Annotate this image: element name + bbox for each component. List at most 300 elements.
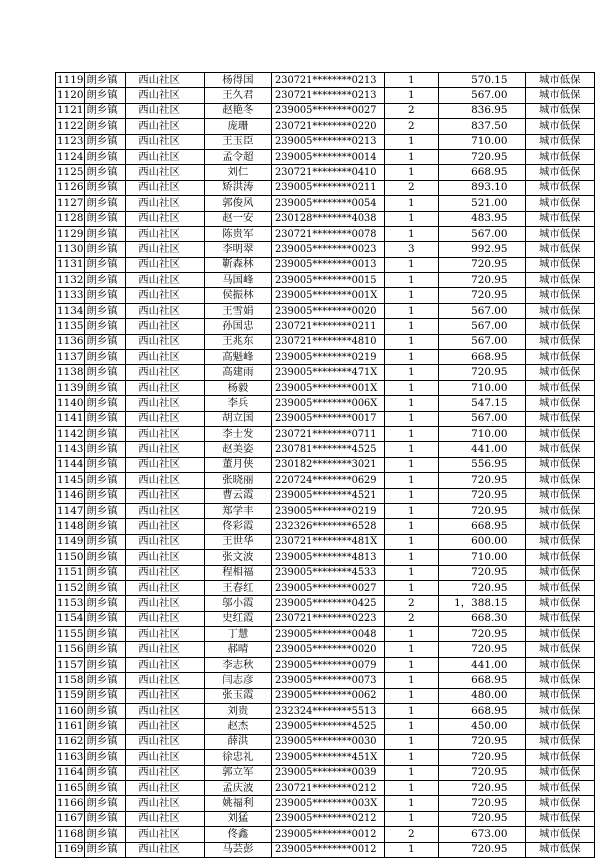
assistance-type-cell: 城市低保 (525, 196, 594, 211)
amount-cell: 567.00 (438, 226, 525, 241)
household-count-cell: 2 (384, 596, 438, 611)
town-cell: 朗乡镇 (85, 350, 126, 365)
amount-cell: 441.00 (438, 657, 525, 672)
assistance-type-cell: 城市低保 (525, 719, 594, 734)
row-number-cell: 1135 (56, 319, 85, 334)
relief-roster-table (55, 72, 595, 858)
town-cell: 朗乡镇 (85, 149, 126, 164)
community-cell: 西山社区 (126, 488, 204, 503)
community-cell: 西山社区 (126, 165, 204, 180)
amount-cell: 720.95 (438, 627, 525, 642)
name-cell: 李明翠 (204, 242, 271, 257)
household-count-cell: 1 (384, 519, 438, 534)
household-count-cell: 1 (384, 380, 438, 395)
name-cell: 杨毅 (204, 380, 271, 395)
town-cell: 朗乡镇 (85, 688, 126, 703)
community-cell: 西山社区 (126, 811, 204, 826)
id-number-cell: 230128********4038 (272, 211, 385, 226)
town-cell: 朗乡镇 (85, 119, 126, 134)
amount-cell: 710.00 (438, 426, 525, 441)
assistance-type-cell: 城市低保 (525, 303, 594, 318)
household-count-cell: 2 (384, 103, 438, 118)
town-cell: 朗乡镇 (85, 257, 126, 272)
amount-cell: 668.95 (438, 673, 525, 688)
town-cell: 朗乡镇 (85, 611, 126, 626)
assistance-type-cell: 城市低保 (525, 519, 594, 534)
table-row (56, 704, 595, 719)
table-row (56, 688, 595, 703)
id-number-cell: 239005********0012 (272, 827, 385, 842)
assistance-type-cell: 城市低保 (525, 642, 594, 657)
community-cell: 西山社区 (126, 750, 204, 765)
row-number-cell: 1142 (56, 426, 85, 441)
assistance-type-cell: 城市低保 (525, 134, 594, 149)
community-cell: 西山社区 (126, 350, 204, 365)
row-number-cell: 1140 (56, 396, 85, 411)
town-cell: 朗乡镇 (85, 334, 126, 349)
table-row (56, 211, 595, 226)
assistance-type-cell: 城市低保 (525, 88, 594, 103)
household-count-cell: 1 (384, 473, 438, 488)
table-row (56, 165, 595, 180)
household-count-cell: 2 (384, 119, 438, 134)
community-cell: 西山社区 (126, 796, 204, 811)
amount-cell: 441.00 (438, 442, 525, 457)
assistance-type-cell: 城市低保 (525, 796, 594, 811)
community-cell: 西山社区 (126, 180, 204, 195)
community-cell: 西山社区 (126, 226, 204, 241)
amount-cell: 450.00 (438, 719, 525, 734)
table-row (56, 396, 595, 411)
row-number-cell: 1121 (56, 103, 85, 118)
household-count-cell: 1 (384, 442, 438, 457)
assistance-type-cell: 城市低保 (525, 242, 594, 257)
row-number-cell: 1146 (56, 488, 85, 503)
row-number-cell: 1169 (56, 842, 85, 857)
id-number-cell: 239005********0020 (272, 642, 385, 657)
row-number-cell: 1145 (56, 473, 85, 488)
row-number-cell: 1151 (56, 565, 85, 580)
id-number-cell: 230721********481X (272, 534, 385, 549)
name-cell: 刘贵 (204, 704, 271, 719)
town-cell: 朗乡镇 (85, 488, 126, 503)
row-number-cell: 1130 (56, 242, 85, 257)
id-number-cell: 239005********4813 (272, 550, 385, 565)
town-cell: 朗乡镇 (85, 657, 126, 672)
assistance-type-cell: 城市低保 (525, 534, 594, 549)
community-cell: 西山社区 (126, 765, 204, 780)
household-count-cell: 1 (384, 165, 438, 180)
table-row (56, 88, 595, 103)
assistance-type-cell: 城市低保 (525, 750, 594, 765)
assistance-type-cell: 城市低保 (525, 149, 594, 164)
id-number-cell: 230182********3021 (272, 457, 385, 472)
town-cell: 朗乡镇 (85, 734, 126, 749)
id-number-cell: 239005********4525 (272, 719, 385, 734)
community-cell: 西山社区 (126, 442, 204, 457)
amount-cell: 668.95 (438, 704, 525, 719)
row-number-cell: 1147 (56, 503, 85, 518)
row-number-cell: 1168 (56, 827, 85, 842)
amount-cell: 720.95 (438, 565, 525, 580)
name-cell: 刘猛 (204, 811, 271, 826)
id-number-cell: 230721********0211 (272, 319, 385, 334)
id-number-cell: 230721********0213 (272, 73, 385, 88)
id-number-cell: 239005********0079 (272, 657, 385, 672)
household-count-cell: 1 (384, 704, 438, 719)
table-row (56, 657, 595, 672)
row-number-cell: 1123 (56, 134, 85, 149)
row-number-cell: 1126 (56, 180, 85, 195)
table-row (56, 796, 595, 811)
table-row (56, 380, 595, 395)
row-number-cell: 1120 (56, 88, 85, 103)
household-count-cell: 1 (384, 765, 438, 780)
table-row (56, 319, 595, 334)
assistance-type-cell: 城市低保 (525, 257, 594, 272)
name-cell: 郑学丰 (204, 503, 271, 518)
assistance-type-cell: 城市低保 (525, 334, 594, 349)
amount-cell: 720.95 (438, 288, 525, 303)
amount-cell: 720.95 (438, 365, 525, 380)
id-number-cell: 239005********0219 (272, 503, 385, 518)
assistance-type-cell: 城市低保 (525, 704, 594, 719)
table-row (56, 550, 595, 565)
name-cell: 徐忠礼 (204, 750, 271, 765)
community-cell: 西山社区 (126, 426, 204, 441)
id-number-cell: 239005********001X (272, 288, 385, 303)
row-number-cell: 1128 (56, 211, 85, 226)
assistance-type-cell: 城市低保 (525, 319, 594, 334)
amount-cell: 567.00 (438, 88, 525, 103)
community-cell: 西山社区 (126, 380, 204, 395)
row-number-cell: 1148 (56, 519, 85, 534)
row-number-cell: 1163 (56, 750, 85, 765)
town-cell: 朗乡镇 (85, 457, 126, 472)
assistance-type-cell: 城市低保 (525, 657, 594, 672)
town-cell: 朗乡镇 (85, 534, 126, 549)
household-count-cell: 1 (384, 642, 438, 657)
id-number-cell: 239005********0048 (272, 627, 385, 642)
community-cell: 西山社区 (126, 396, 204, 411)
household-count-cell: 2 (384, 827, 438, 842)
assistance-type-cell: 城市低保 (525, 611, 594, 626)
name-cell: 邬小霞 (204, 596, 271, 611)
table-row (56, 149, 595, 164)
name-cell: 郭俊风 (204, 196, 271, 211)
row-number-cell: 1160 (56, 704, 85, 719)
row-number-cell: 1152 (56, 580, 85, 595)
assistance-type-cell: 城市低保 (525, 442, 594, 457)
id-number-cell: 239005********001X (272, 380, 385, 395)
household-count-cell: 1 (384, 534, 438, 549)
assistance-type-cell: 城市低保 (525, 596, 594, 611)
household-count-cell: 1 (384, 673, 438, 688)
name-cell: 刘仁 (204, 165, 271, 180)
name-cell: 孟庆波 (204, 780, 271, 795)
town-cell: 朗乡镇 (85, 780, 126, 795)
amount-cell: 483.95 (438, 211, 525, 226)
town-cell: 朗乡镇 (85, 842, 126, 857)
town-cell: 朗乡镇 (85, 642, 126, 657)
id-number-cell: 239005********0030 (272, 734, 385, 749)
amount-cell: 720.95 (438, 842, 525, 857)
assistance-type-cell: 城市低保 (525, 580, 594, 595)
table-row (56, 827, 595, 842)
amount-cell: 668.95 (438, 350, 525, 365)
amount-cell: 720.95 (438, 473, 525, 488)
table-row (56, 811, 595, 826)
community-cell: 西山社区 (126, 673, 204, 688)
amount-cell: 720.95 (438, 580, 525, 595)
community-cell: 西山社区 (126, 134, 204, 149)
assistance-type-cell: 城市低保 (525, 411, 594, 426)
name-cell: 赵艳冬 (204, 103, 271, 118)
table-row (56, 119, 595, 134)
id-number-cell: 239005********0014 (272, 149, 385, 164)
table-row (56, 488, 595, 503)
town-cell: 朗乡镇 (85, 226, 126, 241)
name-cell: 曹云霞 (204, 488, 271, 503)
assistance-type-cell: 城市低保 (525, 473, 594, 488)
assistance-type-cell: 城市低保 (525, 627, 594, 642)
amount-cell: 720.95 (438, 149, 525, 164)
assistance-type-cell: 城市低保 (525, 734, 594, 749)
amount-cell: 570.15 (438, 73, 525, 88)
household-count-cell: 1 (384, 780, 438, 795)
town-cell: 朗乡镇 (85, 411, 126, 426)
table-row (56, 134, 595, 149)
household-count-cell: 1 (384, 796, 438, 811)
community-cell: 西山社区 (126, 688, 204, 703)
row-number-cell: 1141 (56, 411, 85, 426)
row-number-cell: 1153 (56, 596, 85, 611)
community-cell: 西山社区 (126, 365, 204, 380)
amount-cell: 710.00 (438, 380, 525, 395)
assistance-type-cell: 城市低保 (525, 457, 594, 472)
amount-cell: 720.95 (438, 257, 525, 272)
assistance-type-cell: 城市低保 (525, 273, 594, 288)
table-row (56, 426, 595, 441)
amount-cell: 668.30 (438, 611, 525, 626)
name-cell: 赵一安 (204, 211, 271, 226)
row-number-cell: 1149 (56, 534, 85, 549)
assistance-type-cell: 城市低保 (525, 103, 594, 118)
town-cell: 朗乡镇 (85, 273, 126, 288)
name-cell: 佟彩霞 (204, 519, 271, 534)
community-cell: 西山社区 (126, 457, 204, 472)
town-cell: 朗乡镇 (85, 550, 126, 565)
household-count-cell: 1 (384, 688, 438, 703)
town-cell: 朗乡镇 (85, 473, 126, 488)
assistance-type-cell: 城市低保 (525, 365, 594, 380)
household-count-cell: 3 (384, 242, 438, 257)
id-number-cell: 239005********0213 (272, 134, 385, 149)
household-count-cell: 1 (384, 457, 438, 472)
table-row (56, 750, 595, 765)
amount-cell: 837.50 (438, 119, 525, 134)
town-cell: 朗乡镇 (85, 503, 126, 518)
row-number-cell: 1134 (56, 303, 85, 318)
table-row (56, 765, 595, 780)
row-number-cell: 1124 (56, 149, 85, 164)
community-cell: 西山社区 (126, 242, 204, 257)
town-cell: 朗乡镇 (85, 673, 126, 688)
name-cell: 王世华 (204, 534, 271, 549)
amount-cell: 600.00 (438, 534, 525, 549)
name-cell: 王兆东 (204, 334, 271, 349)
table-row (56, 365, 595, 380)
name-cell: 王玉臣 (204, 134, 271, 149)
household-count-cell: 1 (384, 149, 438, 164)
assistance-type-cell: 城市低保 (525, 780, 594, 795)
row-number-cell: 1139 (56, 380, 85, 395)
row-number-cell: 1132 (56, 273, 85, 288)
town-cell: 朗乡镇 (85, 242, 126, 257)
row-number-cell: 1159 (56, 688, 85, 703)
name-cell: 闫志彦 (204, 673, 271, 688)
amount-cell: 567.00 (438, 303, 525, 318)
name-cell: 矫洪涛 (204, 180, 271, 195)
household-count-cell: 1 (384, 488, 438, 503)
name-cell: 程相福 (204, 565, 271, 580)
assistance-type-cell: 城市低保 (525, 673, 594, 688)
table-row (56, 103, 595, 118)
table-row (56, 565, 595, 580)
row-number-cell: 1137 (56, 350, 85, 365)
row-number-cell: 1122 (56, 119, 85, 134)
name-cell: 靳森林 (204, 257, 271, 272)
town-cell: 朗乡镇 (85, 811, 126, 826)
id-number-cell: 239005********0017 (272, 411, 385, 426)
community-cell: 西山社区 (126, 473, 204, 488)
household-count-cell: 1 (384, 303, 438, 318)
name-cell: 马芸彭 (204, 842, 271, 857)
table-row (56, 226, 595, 241)
assistance-type-cell: 城市低保 (525, 688, 594, 703)
household-count-cell: 1 (384, 334, 438, 349)
row-number-cell: 1158 (56, 673, 85, 688)
town-cell: 朗乡镇 (85, 796, 126, 811)
name-cell: 姚福利 (204, 796, 271, 811)
town-cell: 朗乡镇 (85, 73, 126, 88)
amount-cell: 673.00 (438, 827, 525, 842)
table-row (56, 642, 595, 657)
name-cell: 李兵 (204, 396, 271, 411)
table-row (56, 411, 595, 426)
row-number-cell: 1162 (56, 734, 85, 749)
id-number-cell: 230721********0711 (272, 426, 385, 441)
assistance-type-cell: 城市低保 (525, 565, 594, 580)
table-row (56, 288, 595, 303)
id-number-cell: 239005********0212 (272, 811, 385, 826)
community-cell: 西山社区 (126, 288, 204, 303)
name-cell: 李志秋 (204, 657, 271, 672)
household-count-cell: 1 (384, 411, 438, 426)
community-cell: 西山社区 (126, 534, 204, 549)
table-row (56, 73, 595, 88)
amount-cell: 720.95 (438, 765, 525, 780)
assistance-type-cell: 城市低保 (525, 550, 594, 565)
community-cell: 西山社区 (126, 303, 204, 318)
id-number-cell: 239005********0425 (272, 596, 385, 611)
town-cell: 朗乡镇 (85, 519, 126, 534)
household-count-cell: 2 (384, 611, 438, 626)
amount-cell: 720.95 (438, 273, 525, 288)
town-cell: 朗乡镇 (85, 365, 126, 380)
household-count-cell: 1 (384, 811, 438, 826)
table-row (56, 503, 595, 518)
name-cell: 张玉霞 (204, 688, 271, 703)
amount-cell: 556.95 (438, 457, 525, 472)
town-cell: 朗乡镇 (85, 180, 126, 195)
amount-cell: 668.95 (438, 165, 525, 180)
household-count-cell: 1 (384, 211, 438, 226)
household-count-cell: 1 (384, 257, 438, 272)
amount-cell: 720.95 (438, 488, 525, 503)
name-cell: 李士发 (204, 426, 271, 441)
name-cell: 胡立国 (204, 411, 271, 426)
id-number-cell: 230721********0213 (272, 88, 385, 103)
amount-cell: 893.10 (438, 180, 525, 195)
id-number-cell: 220724********0629 (272, 473, 385, 488)
id-number-cell: 239005********0015 (272, 273, 385, 288)
id-number-cell: 239005********0027 (272, 103, 385, 118)
community-cell: 西山社区 (126, 565, 204, 580)
id-number-cell: 239005********0013 (272, 257, 385, 272)
community-cell: 西山社区 (126, 611, 204, 626)
table-row (56, 242, 595, 257)
amount-cell: 668.95 (438, 519, 525, 534)
name-cell: 佟鑫 (204, 827, 271, 842)
community-cell: 西山社区 (126, 519, 204, 534)
community-cell: 西山社区 (126, 580, 204, 595)
name-cell: 赵杰 (204, 719, 271, 734)
town-cell: 朗乡镇 (85, 596, 126, 611)
town-cell: 朗乡镇 (85, 426, 126, 441)
household-count-cell: 1 (384, 565, 438, 580)
row-number-cell: 1156 (56, 642, 85, 657)
household-count-cell: 1 (384, 196, 438, 211)
assistance-type-cell: 城市低保 (525, 288, 594, 303)
town-cell: 朗乡镇 (85, 627, 126, 642)
community-cell: 西山社区 (126, 88, 204, 103)
town-cell: 朗乡镇 (85, 88, 126, 103)
assistance-type-cell: 城市低保 (525, 426, 594, 441)
community-cell: 西山社区 (126, 411, 204, 426)
id-number-cell: 230721********0078 (272, 226, 385, 241)
town-cell: 朗乡镇 (85, 704, 126, 719)
name-cell: 杨得国 (204, 73, 271, 88)
table-row (56, 350, 595, 365)
name-cell: 高魁峰 (204, 350, 271, 365)
id-number-cell: 230721********0220 (272, 119, 385, 134)
community-cell: 西山社区 (126, 550, 204, 565)
household-count-cell: 1 (384, 842, 438, 857)
community-cell: 西山社区 (126, 119, 204, 134)
name-cell: 董月侠 (204, 457, 271, 472)
amount-cell: 710.00 (438, 134, 525, 149)
id-number-cell: 239005********0020 (272, 303, 385, 318)
row-number-cell: 1133 (56, 288, 85, 303)
community-cell: 西山社区 (126, 704, 204, 719)
row-number-cell: 1119 (56, 73, 85, 88)
assistance-type-cell: 城市低保 (525, 211, 594, 226)
row-number-cell: 1129 (56, 226, 85, 241)
row-number-cell: 1144 (56, 457, 85, 472)
town-cell: 朗乡镇 (85, 380, 126, 395)
town-cell: 朗乡镇 (85, 396, 126, 411)
